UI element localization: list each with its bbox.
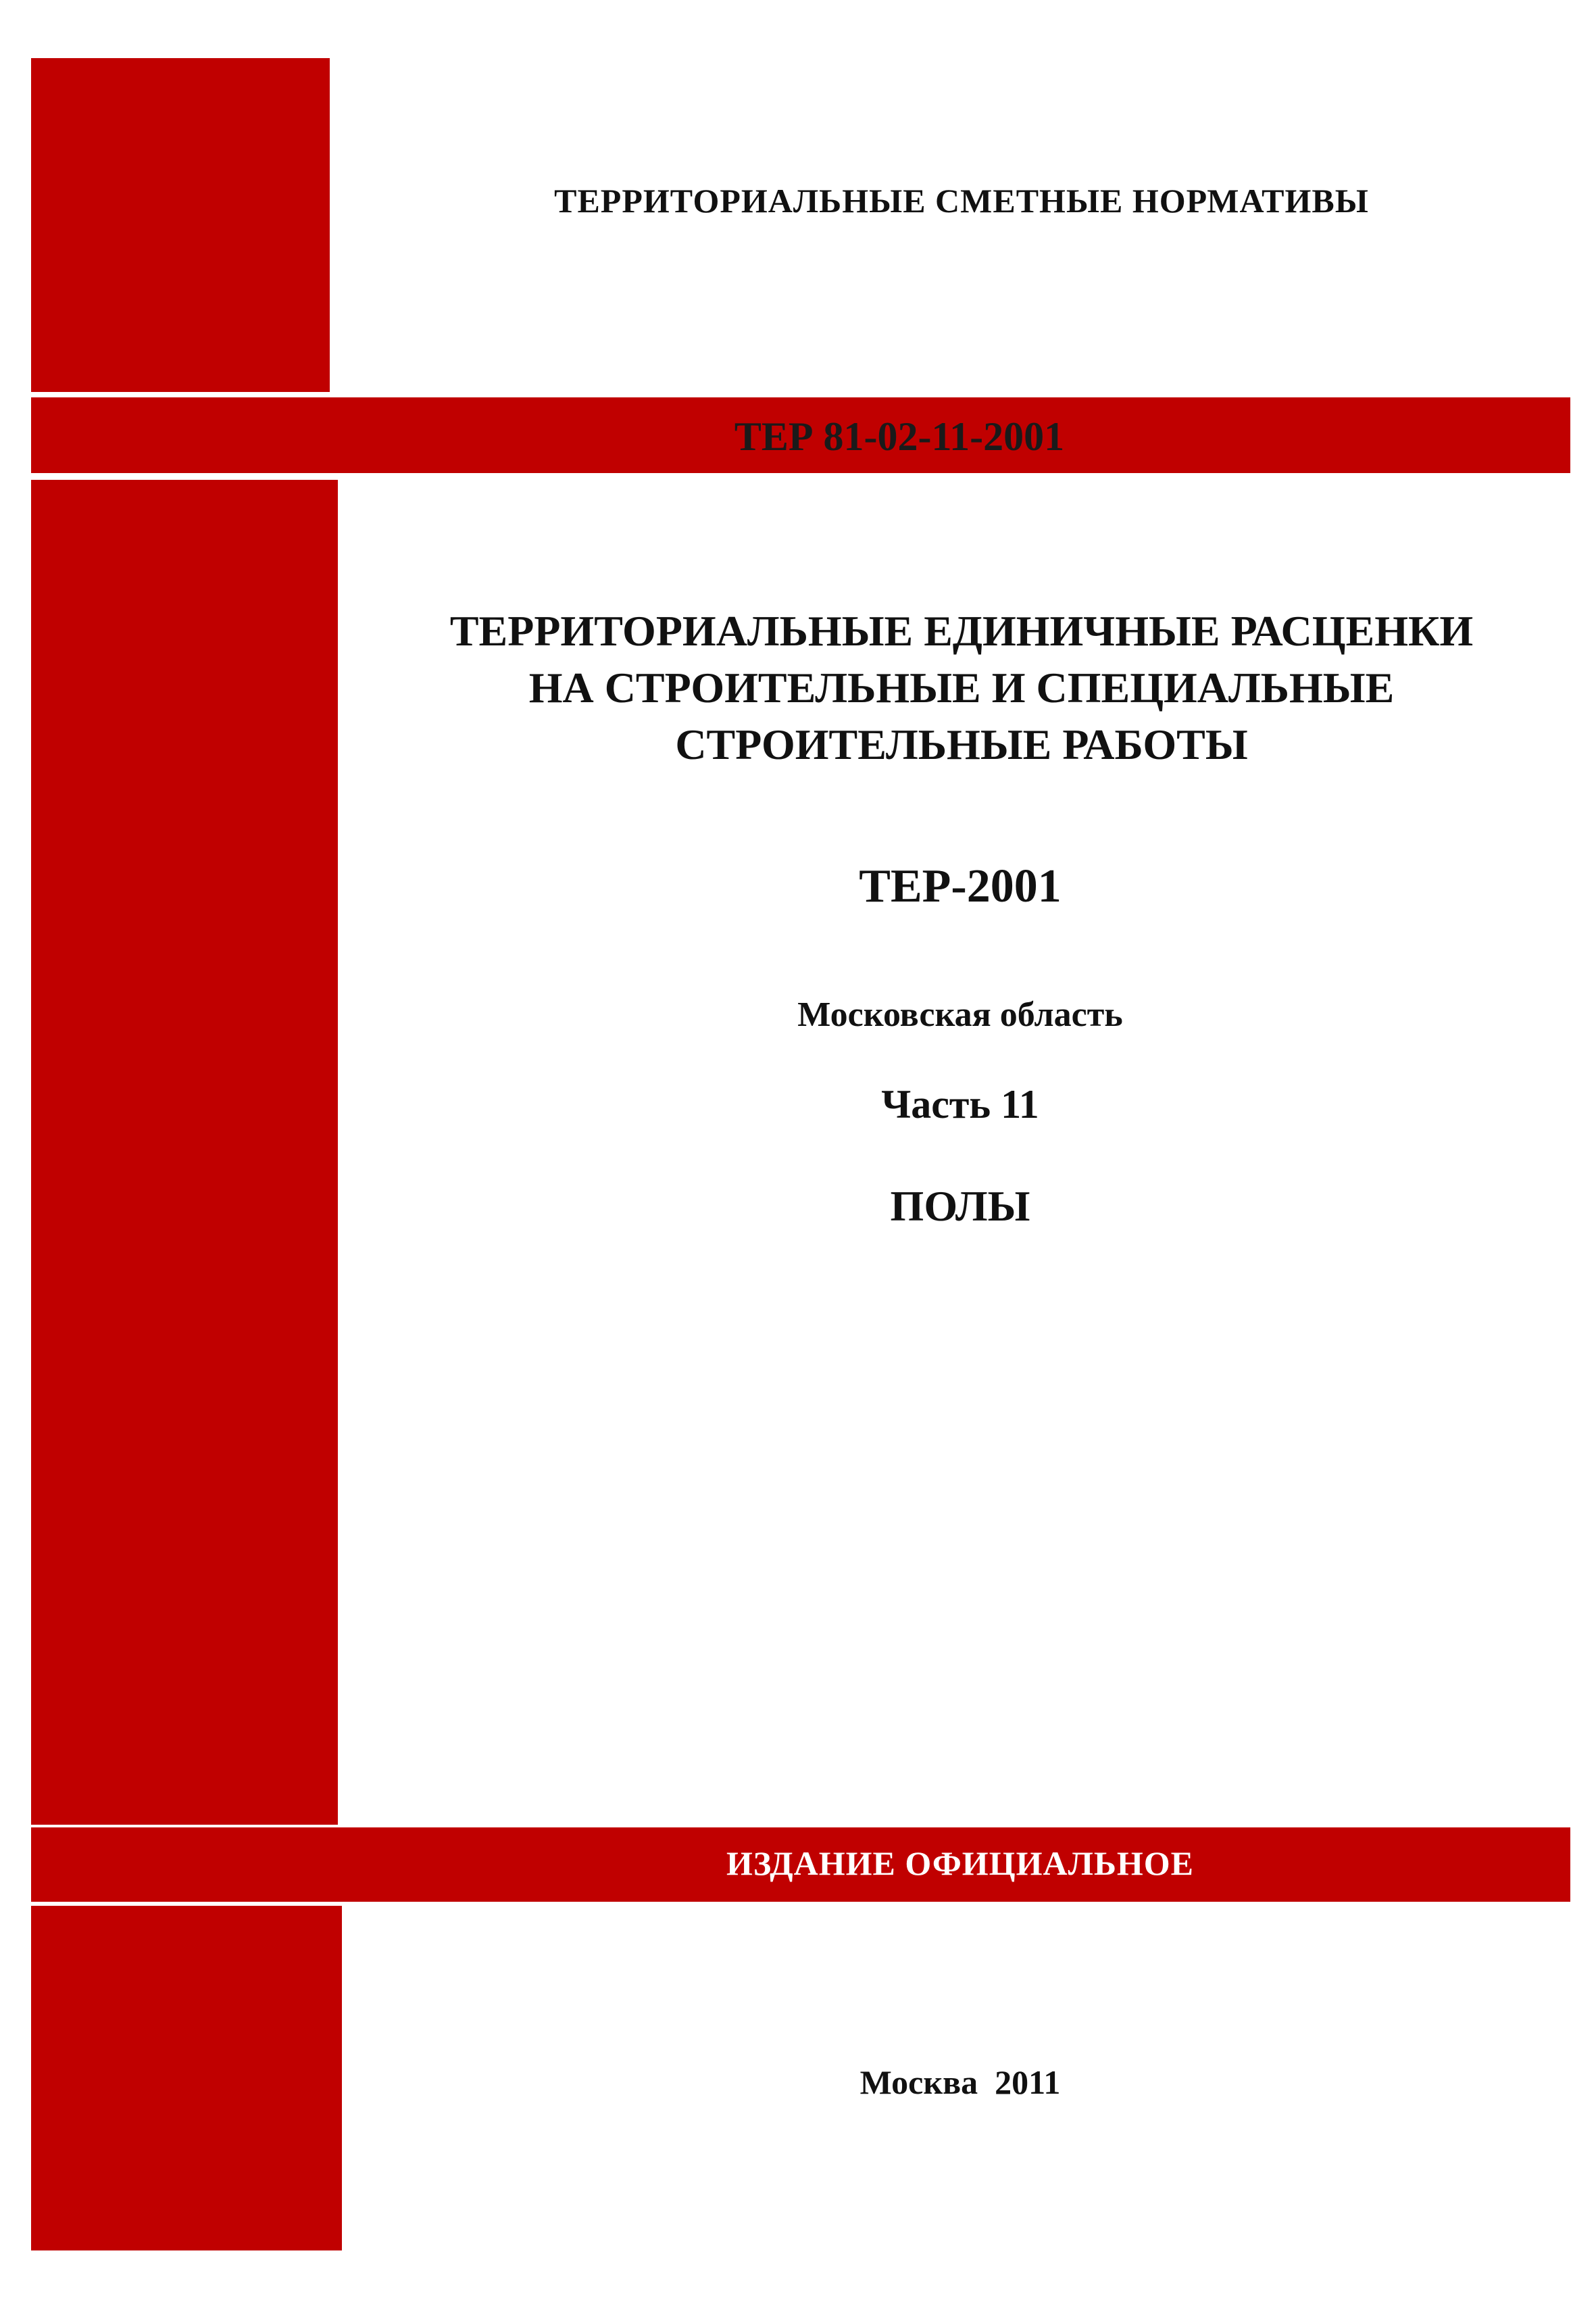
series-label: ТЕРРИТОРИАЛЬНЫЕ СМЕТНЫЕ НОРМАТИВЫ [554,182,1369,220]
main-title-line-2: НА СТРОИТЕЛЬНЫЕ И СПЕЦИАЛЬНЫЕ [528,664,1395,712]
main-title-line-3: СТРОИТЕЛЬНЫЕ РАБОТЫ [675,720,1248,768]
place-year: Москва 2011 [859,2063,1061,2101]
main-title-line-1: ТЕРРИТОРИАЛЬНЫЕ ЕДИНИЧНЫЕ РАСЦЕНКИ [449,607,1474,655]
spine-segment-top [31,58,330,392]
edition-label: ИЗДАНИЕ ОФИЦИАЛЬНОЕ [726,1844,1195,1882]
main-title [164,603,1596,773]
region: Московская область [797,995,1123,1034]
short-code: ТЕР-2001 [859,860,1062,912]
document-code: ТЕР 81-02-11-2001 [734,414,1065,459]
subject: ПОЛЫ [890,1182,1030,1230]
part-number: Часть 11 [881,1082,1039,1127]
